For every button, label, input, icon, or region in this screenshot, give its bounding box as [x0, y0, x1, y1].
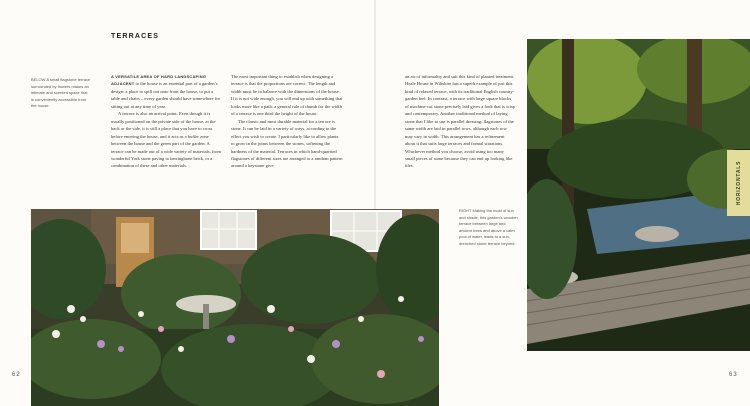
body-column-1	[111, 73, 221, 170]
caption-below: BELOW A small flagstone terrace surrounded by flowers makes an intimate and scented space that is conveniently accessible from the house.	[31, 77, 91, 108]
col2-para-1: The most important thing to establish when designing a terrace is that the proportions are correct. The length and width must be in balance with the dimensions of the house. If it is not wide enough, you will end up with something that looks more like a path; a general rule of thumb for the width of a terrace is one third the height of the house.	[231, 74, 343, 117]
col1-para-2: A terrace is also an arrival point. Even though it is usually positioned on the private side of the house, at the back or the side, it is still a place that you have to cross before entering the house, and it acts as a buffer zone between the house and the green part of the garden. A terrace can be made out of a wide variety of materials, from wonderful York stone paving to herringbone brick, or a combination of these and other materials.	[111, 111, 221, 169]
section-tab-label: HORIZONTALS	[735, 160, 742, 206]
caption-right: RIGHT Making the most of sun and shade, this garden’s wooden terrace between large and ancient trees and above a calm pool of water, leads to a sun-drenched stone terrace beyond.	[459, 208, 518, 246]
wooden-terrace-photo	[527, 39, 750, 351]
lead-in: A VERSATILE AREA OF HARD LANDSCAPING ADJACENT	[111, 74, 207, 87]
col3-para-1: an air of informality and suit this kind of planted treatment. Heale House in Wiltshire has a superb example of just this kind of relaxed terrace, with its traditional English country-garden feel. In contrast, a terrace with large square blocks of machine-cut stone precisely laid gives a look that is crisp and contemporary. Another traditional method of laying stone that I like to use is parallel dressing: flagstones of the same width are laid in parallel rows, although each row may vary in width. This arrangement has a refinement about it that suits large terraces and formal situations. Whichever method you choose, avoid using too many small pieces of stone because they can end up looking like tiles.	[405, 74, 515, 169]
page-title: TERRACES	[111, 33, 160, 40]
col1-para-1-text: to the house is an essential part of a garden’s design: a place to spill out onto from the house, to put a table and chairs – every garden should have somewhere for sitting out at any time of year.	[111, 81, 221, 109]
page-number-left: 62	[12, 372, 21, 378]
body-column-3	[405, 73, 515, 170]
col2-para-2: The classic and most durable material for a terrace is stone. It can be laid in a variety of ways, according to the effect you wish to create. I particularly like to allow plants to grow in the joints between the stones, softening the hardness of the material. Terraces in which hand-quarried flagstones of different sizes are arranged to a random pattern around a keystone give	[231, 118, 343, 169]
col1-para-1	[111, 73, 221, 110]
section-tab	[727, 150, 750, 216]
page-number-right: 63	[729, 372, 738, 378]
body-column-2	[231, 73, 343, 170]
terrace-flower-photo	[31, 209, 439, 406]
